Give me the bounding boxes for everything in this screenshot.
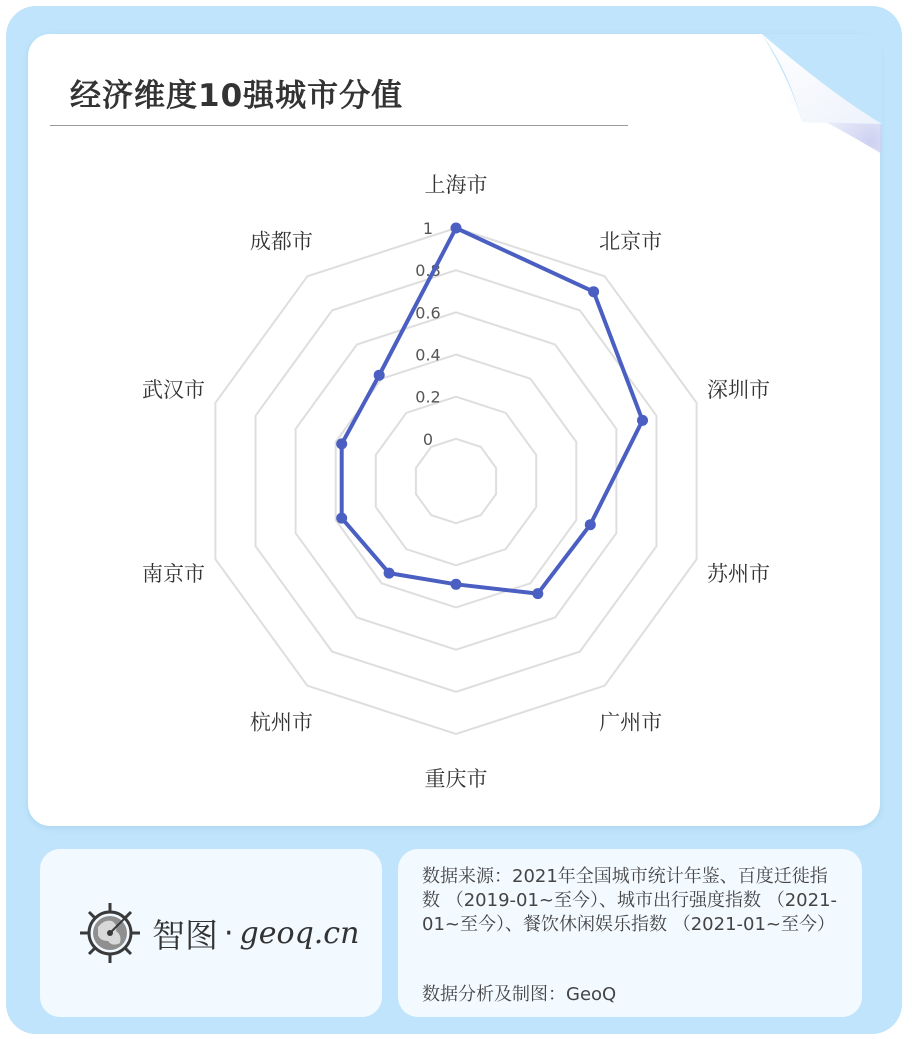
city-label: 重庆市 xyxy=(424,767,488,791)
compass-globe-icon xyxy=(78,901,142,965)
brand-logo[interactable] xyxy=(78,893,359,973)
grid-ring xyxy=(256,270,657,692)
data-source-text: 数据来源：2021年全国城市统计年鉴、百度迁徙指数 （2019-01~至今）、城市出行强度指数 （2021-01~至今）、餐饮休闲娱乐指数 （2021-01~至今） xyxy=(422,866,838,935)
radial-tick-label: 0.2 xyxy=(415,387,441,407)
data-point[interactable] xyxy=(637,415,648,426)
data-point[interactable] xyxy=(585,519,596,530)
city-label: 北京市 xyxy=(599,229,663,254)
city-label: 武汉市 xyxy=(142,378,205,403)
grid-ring xyxy=(296,312,617,649)
radar-grid xyxy=(215,228,696,734)
city-label: 杭州市 xyxy=(249,710,313,735)
series-layer xyxy=(336,223,648,600)
radial-tick-label: 0.4 xyxy=(415,345,441,365)
data-point[interactable] xyxy=(451,579,462,590)
city-labels xyxy=(142,173,770,791)
data-point[interactable] xyxy=(374,370,385,381)
city-label: 苏州市 xyxy=(707,561,770,586)
radial-tick-label: 0.6 xyxy=(415,303,441,323)
city-label: 上海市 xyxy=(424,173,488,197)
source-panel xyxy=(398,849,862,1017)
data-point[interactable] xyxy=(384,568,395,579)
radial-tick-label: 0.8 xyxy=(415,261,441,281)
city-label: 南京市 xyxy=(142,561,205,586)
grid-ring xyxy=(376,397,536,566)
grid-ring xyxy=(416,439,496,523)
radial-tick-label: 1 xyxy=(422,219,434,238)
data-point[interactable] xyxy=(336,438,347,449)
logo-domain: geoq.cn xyxy=(239,915,360,951)
data-point[interactable] xyxy=(588,286,599,297)
logo-panel xyxy=(40,849,382,1017)
logo-separator: · xyxy=(224,915,234,951)
page-title: 经济维度10强城市分值 xyxy=(70,78,404,114)
city-label: 深圳市 xyxy=(707,378,770,403)
radial-tick-label: 0 xyxy=(422,429,434,449)
data-point[interactable] xyxy=(451,223,462,234)
data-point[interactable] xyxy=(336,513,347,524)
city-label: 广州市 xyxy=(599,710,663,735)
logo-name: 智图 xyxy=(152,915,218,955)
grid-ring xyxy=(215,228,696,734)
data-point[interactable] xyxy=(532,588,543,599)
city-label: 成都市 xyxy=(249,229,313,254)
radial-tick-labels xyxy=(415,219,440,449)
credit-text: 数据分析及制图：GeoQ xyxy=(422,984,617,1005)
